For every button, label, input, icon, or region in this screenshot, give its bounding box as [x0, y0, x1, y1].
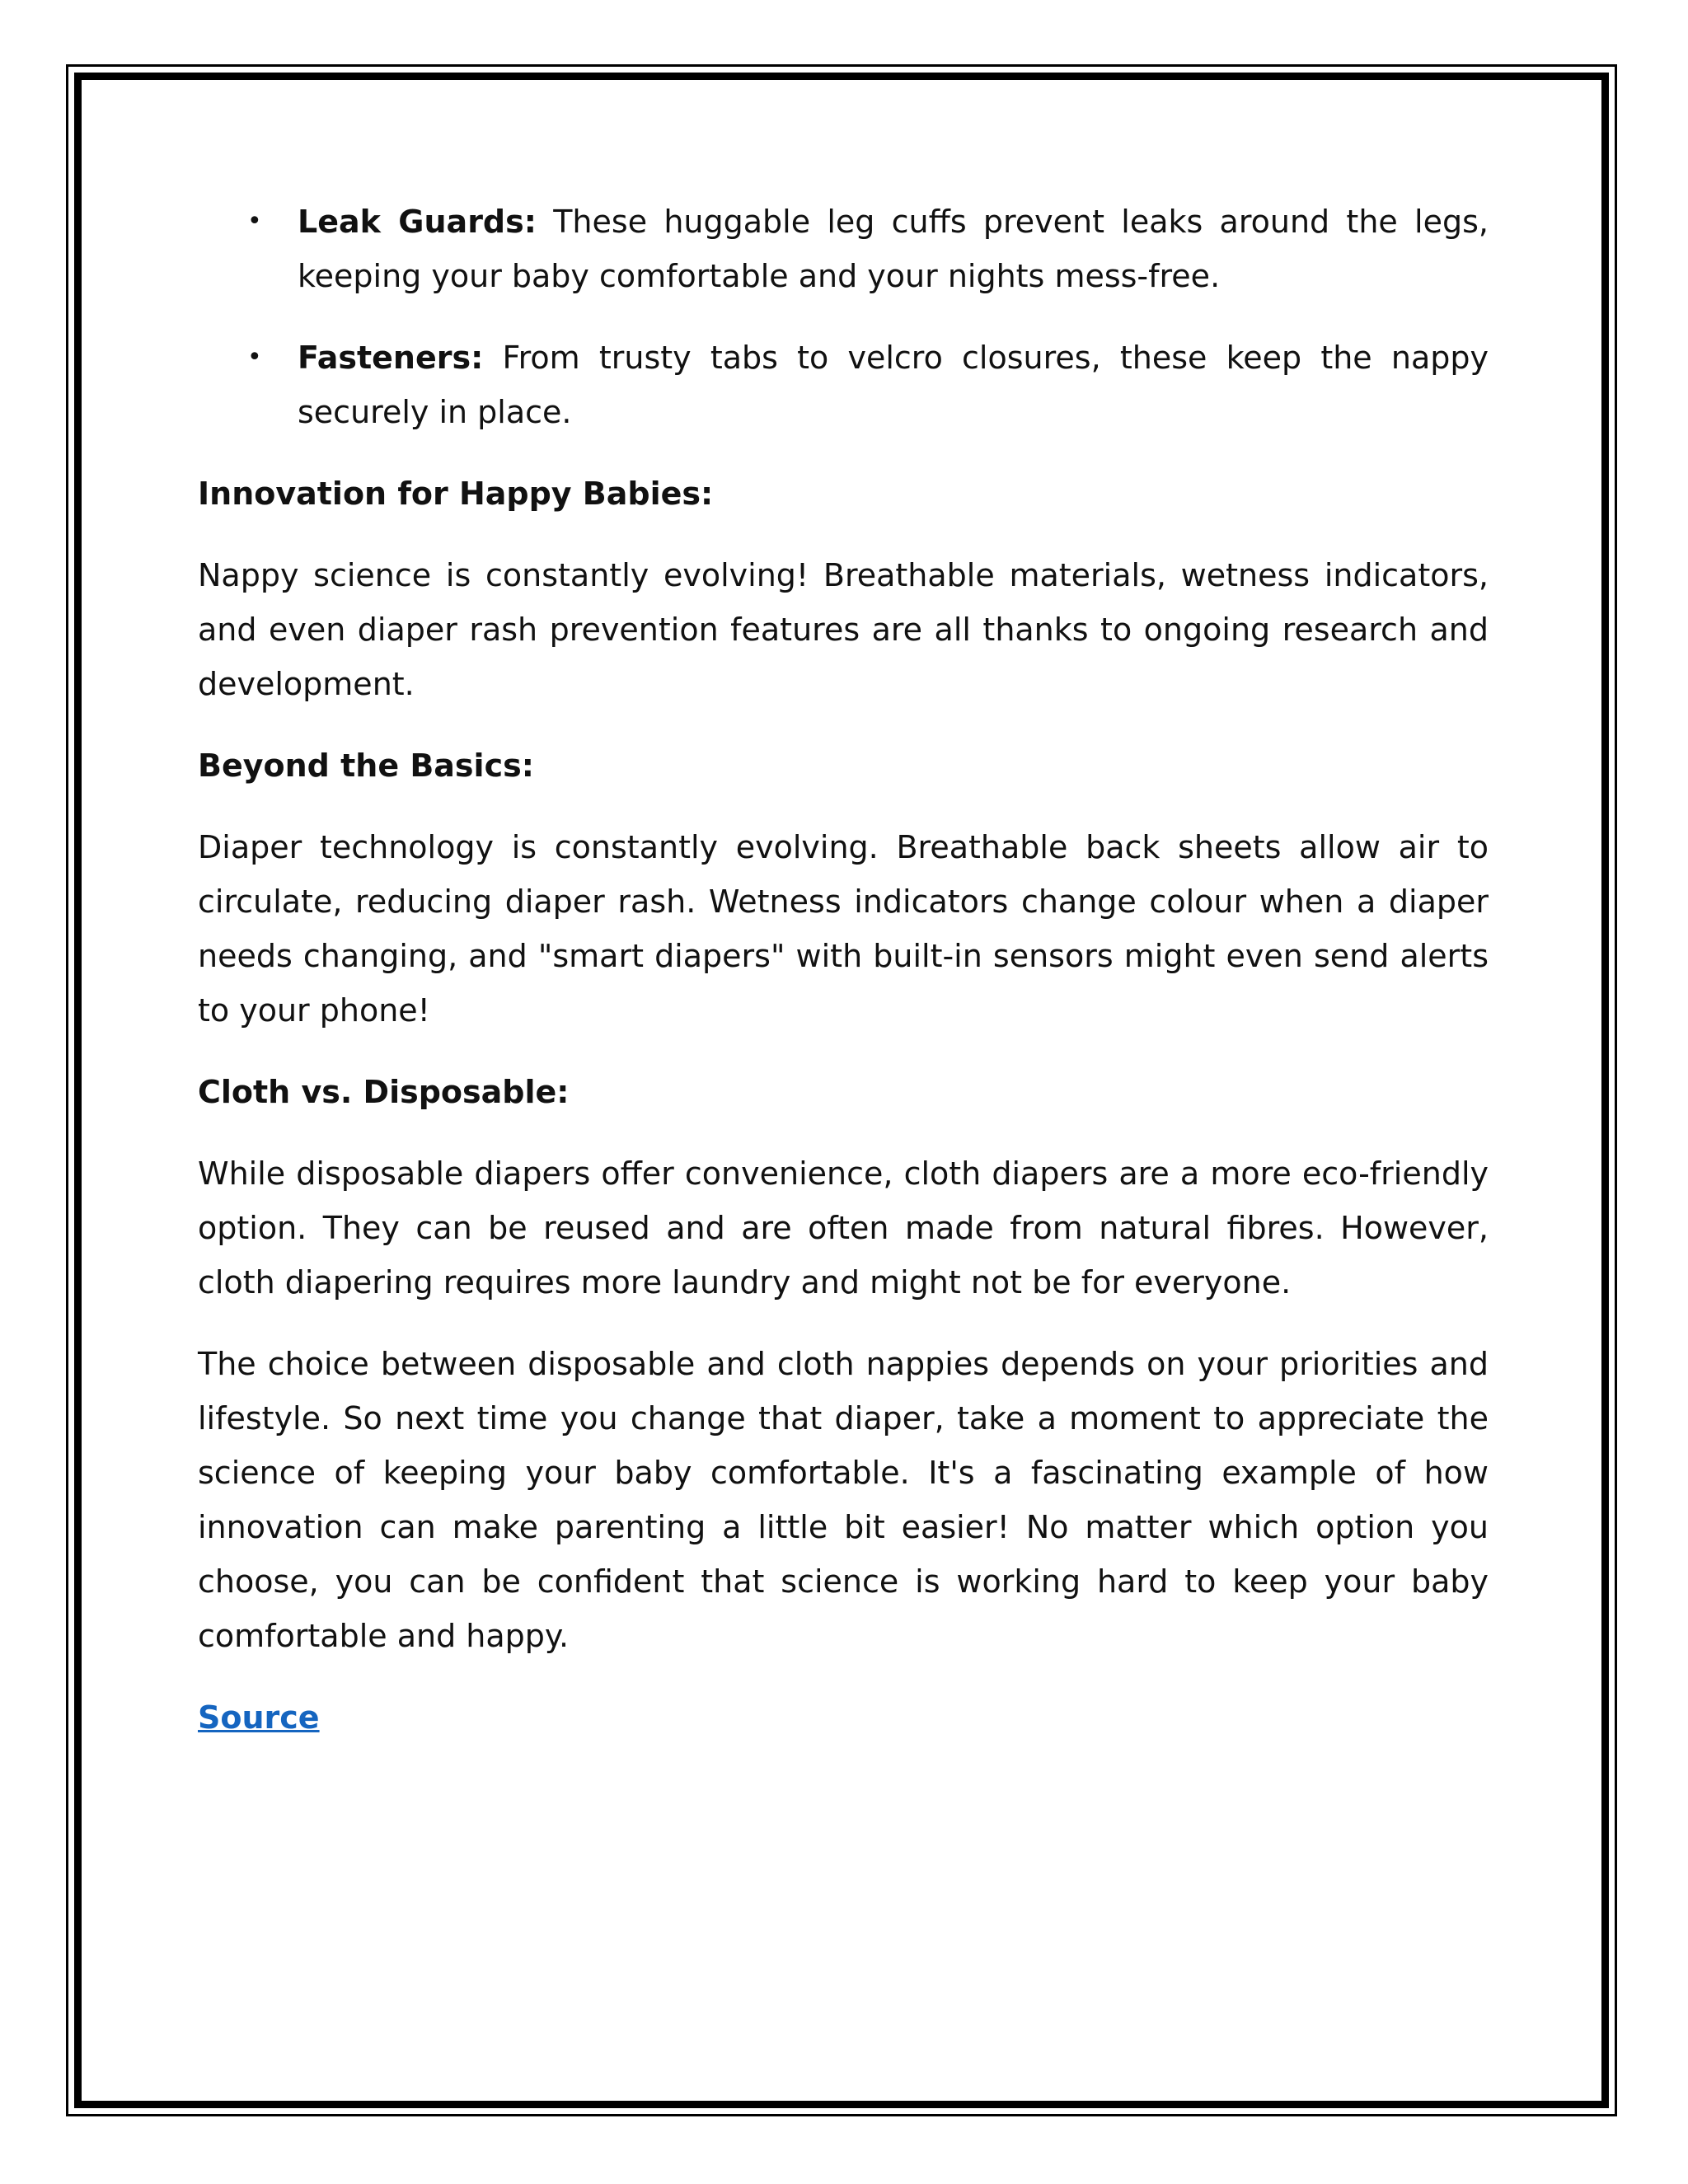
list-item-term: Fasteners: [298, 340, 484, 376]
section-heading-cloth-vs-disposable: Cloth vs. Disposable: [198, 1074, 570, 1110]
paragraph-cloth-vs-disposable: While disposable diapers offer convenience, cloth diapers are a more eco-friendly option. They can be reused and are often made from natural fibres. However, cloth diapering requires more laundry and might not be for everyone. [198, 1155, 1489, 1301]
list-item-text: These huggable leg cuffs prevent leaks around the legs, keeping your baby comfortable and your nights mess-free. [298, 204, 1489, 294]
paragraph-innovation: Nappy science is constantly evolving! Breathable materials, wetness indicators, and even diaper rash prevention features are all thanks to ongoing research and development. [198, 557, 1489, 702]
source-link[interactable]: Source [198, 1699, 320, 1736]
bullet-icon: • [247, 207, 262, 236]
section-heading-beyond-basics: Beyond the Basics: [198, 748, 534, 784]
list-item-leak-guards [198, 194, 1489, 303]
paragraph-beyond-basics: Diaper technology is constantly evolving. Breathable back sheets allow air to circulate, reducing diaper rash. Wetness indicators change colour when a diaper needs changing, and "smart diapers" with built-in sensors might even send alerts to your phone! [198, 829, 1489, 1029]
list-item-term: Leak Guards: [298, 204, 537, 240]
list-item-text: From trusty tabs to velcro closures, these keep the nappy securely in place. [298, 340, 1489, 430]
feature-list [198, 194, 1489, 439]
paragraph-conclusion: The choice between disposable and cloth nappies depends on your priorities and lifestyle. So next time you change that diaper, take a moment to appreciate the science of keeping your baby comfortable. It's a fascinating example of how innovation can make parenting a little bit easier! No matter which option you choose, you can be confident that science is working hard to keep your baby comfortable and happy. [198, 1346, 1489, 1654]
source-line [198, 1690, 1489, 1745]
list-item-fasteners [198, 330, 1489, 439]
bullet-icon: • [247, 343, 262, 372]
document-body [198, 194, 1489, 1772]
section-heading-innovation: Innovation for Happy Babies: [198, 476, 714, 512]
